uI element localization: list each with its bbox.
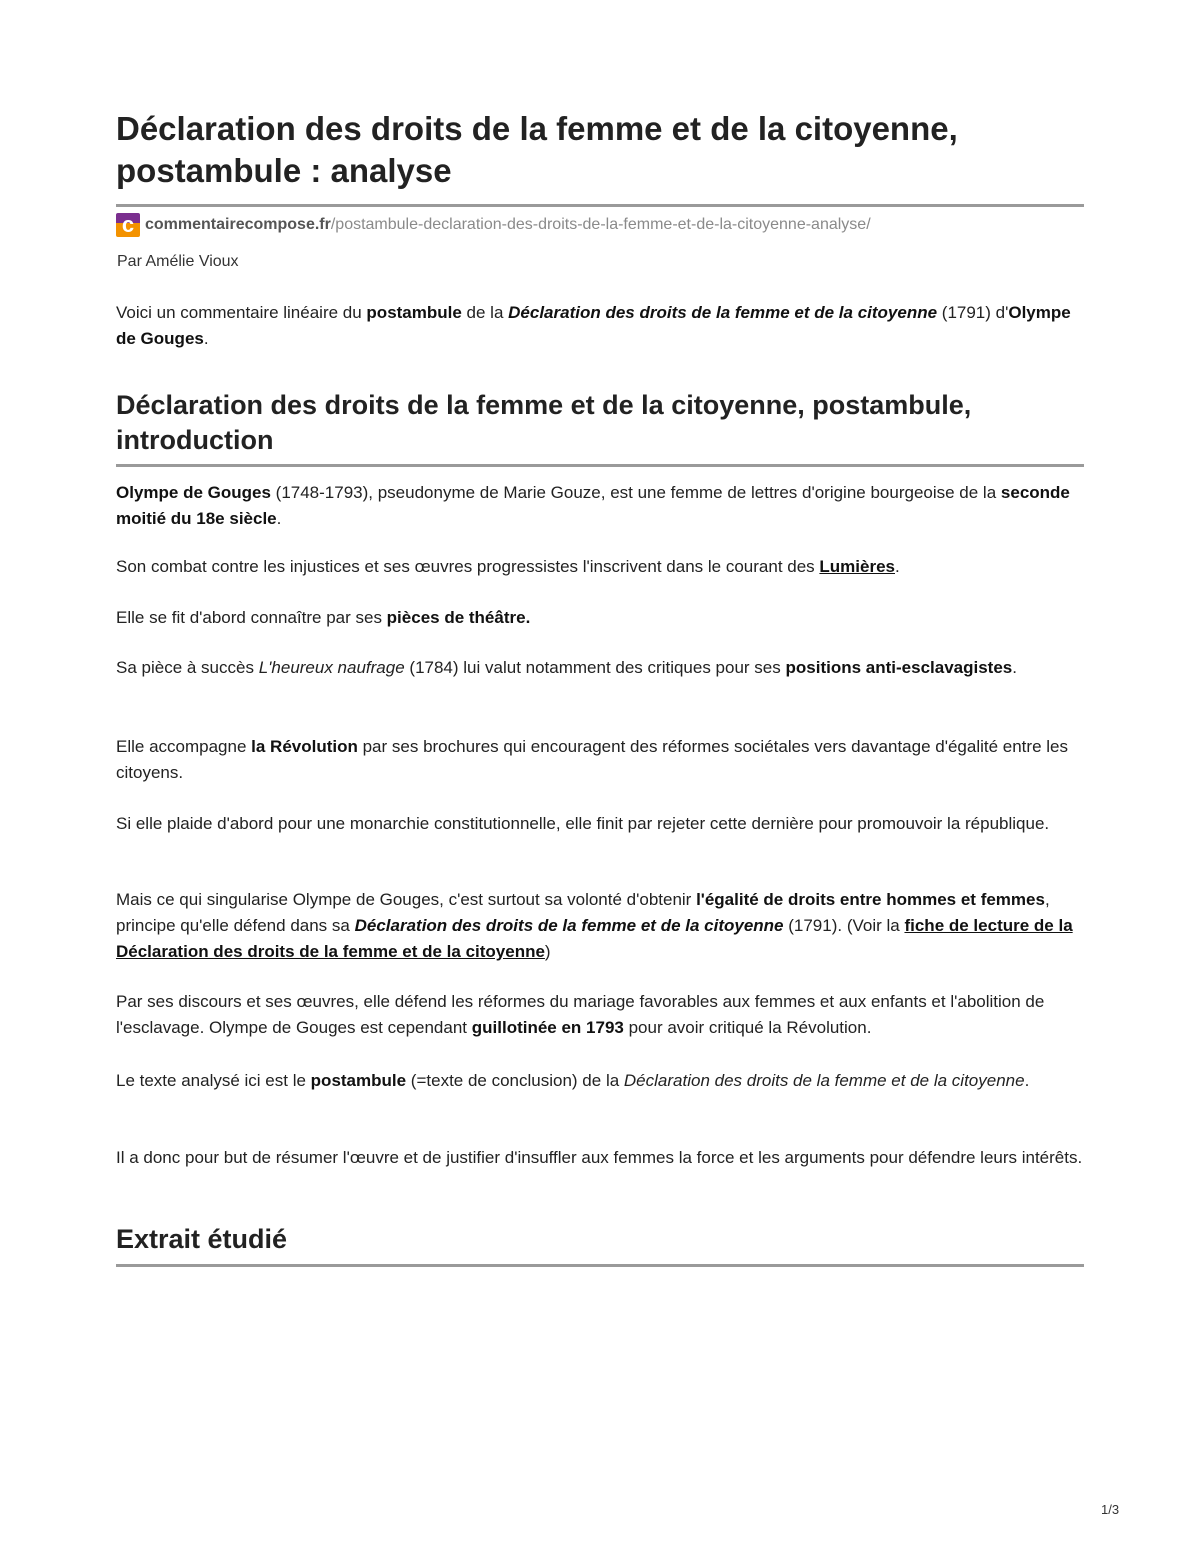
section-heading-extrait: Extrait étudié — [116, 1224, 288, 1254]
intro-paragraph: Voici un commentaire linéaire du postambule de la Déclaration des droits de la femme et de la citoyenne (1791) d'Olympe de Gouges. — [116, 303, 1071, 348]
source-domain[interactable]: commentairecompose.fr — [145, 216, 331, 233]
paragraph: Il a donc pour but de résumer l'œuvre et de justifier d'insuffler aux femmes la force et les arguments pour défendre leurs intérêts. — [116, 1148, 1083, 1167]
paragraph: Olympe de Gouges (1748-1793), pseudonyme de Marie Gouze, est une femme de lettres d'origine bourgeoise de la seconde moitié du 18e siècle. — [116, 483, 1070, 528]
paragraph: Elle accompagne la Révolution par ses brochures qui encouragent des réformes sociétales vers davantage d'égalité entre les citoyens. — [116, 737, 1068, 782]
page-number: 1/3 — [1101, 1502, 1120, 1517]
section-heading-introduction: Déclaration des droits de la femme et de la citoyenne, postambule, introduction — [116, 390, 972, 455]
commentairecompose-favicon-icon: c — [116, 213, 140, 237]
page-title: Déclaration des droits de la femme et de la citoyenne, postambule : analyse — [116, 110, 958, 189]
title-divider — [116, 204, 1084, 207]
section-divider — [116, 464, 1084, 467]
lumieres-link[interactable]: Lumières — [819, 557, 895, 576]
paragraph: Son combat contre les injustices et ses œuvres progressistes l'inscrivent dans le courant des Lumières. — [116, 557, 900, 576]
source-link[interactable] — [116, 212, 871, 238]
source-path[interactable]: /postambule-declaration-des-droits-de-la-femme-et-de-la-citoyenne-analyse/ — [330, 216, 871, 233]
paragraph: Si elle plaide d'abord pour une monarchie constitutionnelle, elle finit par rejeter cette dernière pour promouvoir la république. — [116, 814, 1050, 833]
paragraph: Mais ce qui singularise Olympe de Gouges, c'est surtout sa volonté d'obtenir l'égalité de droits entre hommes et femmes, principe qu'elle défend dans sa Déclaration des droits de la femme et de la citoyenne (1791). (Voir la fiche de lecture de la Déclaration des droits de la femme et de la citoyenne) — [116, 890, 1073, 961]
paragraph: Elle se fit d'abord connaître par ses pièces de théâtre. — [116, 608, 531, 627]
fiche-de-lecture-link[interactable]: fiche de lecture de la Déclaration des droits de la femme et de la citoyenne — [116, 916, 1073, 961]
author-byline: Par Amélie Vioux — [117, 253, 239, 270]
section-divider — [116, 1264, 1084, 1267]
paragraph: Le texte analysé ici est le postambule (=texte de conclusion) de la Déclaration des droits de la femme et de la citoyenne. — [116, 1071, 1030, 1090]
paragraph: Sa pièce à succès L'heureux naufrage (1784) lui valut notamment des critiques pour ses positions anti-esclavagistes. — [116, 658, 1017, 677]
paragraph: Par ses discours et ses œuvres, elle défend les réformes du mariage favorables aux femmes et aux enfants et l'abolition de l'esclavage. Olympe de Gouges est cependant guillotinée en 1793 pour avoir critiqué la Révolution. — [116, 992, 1045, 1037]
